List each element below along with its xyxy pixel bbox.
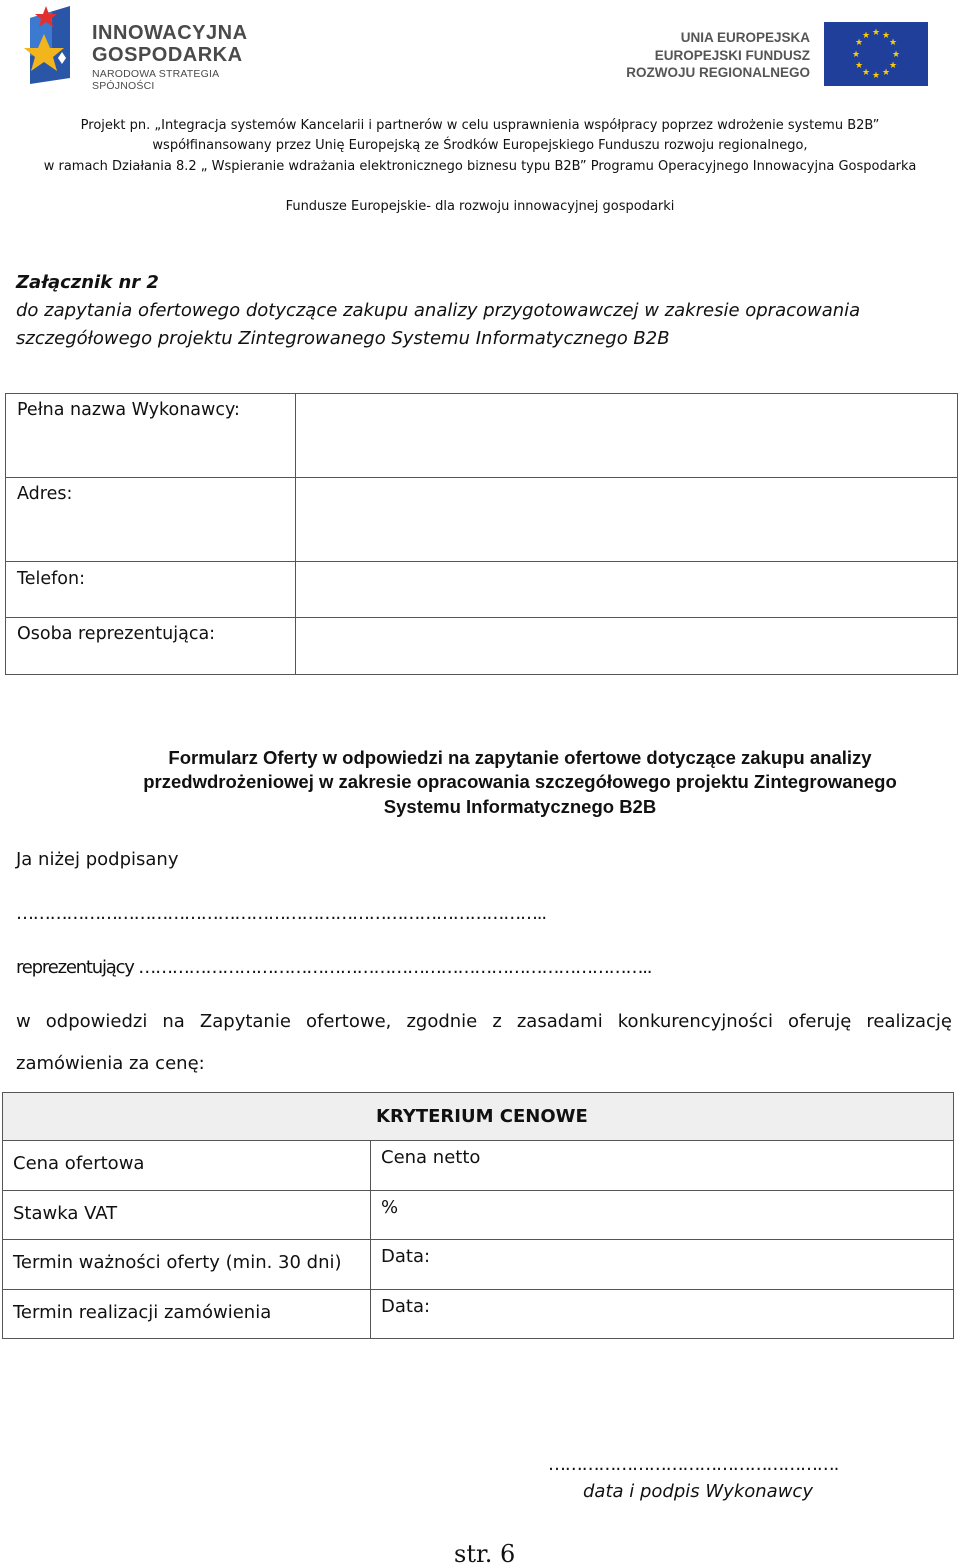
eu-logo-line1: UNIA EUROPEJSKA — [680, 30, 810, 45]
svg-text:★: ★ — [861, 31, 871, 41]
price-criteria-table — [2, 1092, 954, 1339]
name-dots-line: ………………………………………………………………………………….. — [16, 903, 546, 924]
form-title-line-3: Systemu Informatycznego B2B — [383, 796, 657, 817]
attachment-line-1: do zapytania ofertowego dotyczące zakupu analizy przygotowawczej w zakresie opracowania — [16, 300, 861, 321]
table-row — [3, 1141, 954, 1191]
eu-fund-logo — [615, 20, 930, 90]
attachment-title: Załącznik nr 2 — [16, 272, 159, 293]
completion-date-field[interactable]: Data: — [371, 1289, 954, 1339]
representing-line: reprezentujący ……………………………………………………………………………….. — [16, 957, 652, 978]
table-row — [3, 1289, 954, 1339]
svg-text:★: ★ — [891, 50, 901, 60]
project-line-4: Fundusze Europejskie- dla rozwoju innowacyjnej gospodarki — [285, 199, 675, 214]
contractor-name-field[interactable] — [296, 394, 958, 478]
svg-text:★: ★ — [881, 31, 891, 41]
innowacyjna-gospodarka-logo — [22, 4, 272, 92]
offer-text-line-1: w odpowiedzi na Zapytanie ofertowe, zgodnie z zasadami konkurencyjności oferuję realizację — [16, 1011, 952, 1032]
ig-logo-line3: NARODOWA STRATEGIA SPÓJNOŚCI — [92, 68, 219, 92]
svg-text:★: ★ — [881, 68, 891, 78]
project-line-2: współfinansowany przez Unię Europejską ze Środków Europejskiego Funduszu rozwoju regionalnego, — [152, 138, 808, 153]
offer-text-line-2: zamówienia za cenę: — [16, 1053, 205, 1074]
address-field[interactable] — [296, 478, 958, 562]
address-label: Adres: — [6, 478, 296, 562]
offer-validity-date-field[interactable]: Data: — [371, 1240, 954, 1290]
table-row — [3, 1093, 954, 1141]
signature-caption: data i podpis Wykonawcy — [583, 1481, 813, 1502]
project-line-3: w ramach Działania 8.2 „ Wspieranie wdrażania elektronicznego biznesu typu B2B” Programu Operacyjnego Innowacyjna Gospodarka — [43, 159, 917, 174]
table-row — [6, 618, 958, 675]
contractor-name-label: Pełna nazwa Wykonawcy: — [6, 394, 296, 478]
table-row — [3, 1240, 954, 1290]
eu-logo-line2: EUROPEJSKI FUNDUSZ — [654, 48, 810, 63]
signature-dots: ……………………………………………. — [548, 1454, 839, 1475]
offer-price-label: Cena ofertowa — [3, 1141, 371, 1191]
ig-logo-line2: GOSPODARKA — [92, 44, 243, 66]
vat-rate-label: Stawka VAT — [3, 1190, 371, 1240]
attachment-line-2: szczegółowego projektu Zintegrowanego Systemu Informatycznego B2B — [16, 328, 670, 349]
eu-logo-line3: ROZWOJU REGIONALNEGO — [626, 65, 810, 80]
eu-flag-icon — [824, 22, 928, 86]
table-row — [6, 562, 958, 618]
table-row — [6, 478, 958, 562]
phone-label: Telefon: — [6, 562, 296, 618]
svg-text:★: ★ — [854, 61, 864, 71]
contractor-table — [5, 393, 958, 675]
form-title-line-1: Formularz Oferty w odpowiedzi na zapytanie ofertowe dotyczące zakupu analizy — [168, 747, 872, 768]
phone-field[interactable] — [296, 562, 958, 618]
table-row — [3, 1190, 954, 1240]
price-criteria-header: KRYTERIUM CENOWE — [3, 1093, 954, 1141]
svg-text:★: ★ — [851, 50, 861, 60]
form-title-line-2: przedwdrożeniowej w zakresie opracowania szczegółowego projektu Zintegrowanego — [143, 771, 897, 792]
svg-text:★: ★ — [871, 28, 881, 38]
svg-text:★: ★ — [871, 71, 881, 81]
svg-text:★: ★ — [861, 68, 871, 78]
representative-label: Osoba reprezentująca: — [6, 618, 296, 675]
page-number: str. 6 — [454, 1540, 516, 1568]
representative-field[interactable] — [296, 618, 958, 675]
svg-text:★: ★ — [888, 38, 898, 48]
undersigned-text: Ja niżej podpisany — [16, 849, 179, 870]
project-line-1: Projekt pn. „Integracja systemów Kancelarii i partnerów w celu usprawnienia współpracy poprzez wdrożenie systemu B2B” — [80, 118, 880, 133]
table-row — [6, 394, 958, 478]
svg-text:★: ★ — [888, 61, 898, 71]
ig-emblem-icon — [22, 4, 88, 86]
ig-logo-line1: INNOWACYJNA — [92, 22, 248, 44]
offer-validity-label: Termin ważności oferty (min. 30 dni) — [3, 1240, 371, 1290]
net-price-field[interactable]: Cena netto — [371, 1141, 954, 1191]
completion-term-label: Termin realizacji zamówienia — [3, 1289, 371, 1339]
vat-rate-field[interactable]: % — [371, 1190, 954, 1240]
svg-text:★: ★ — [854, 38, 864, 48]
